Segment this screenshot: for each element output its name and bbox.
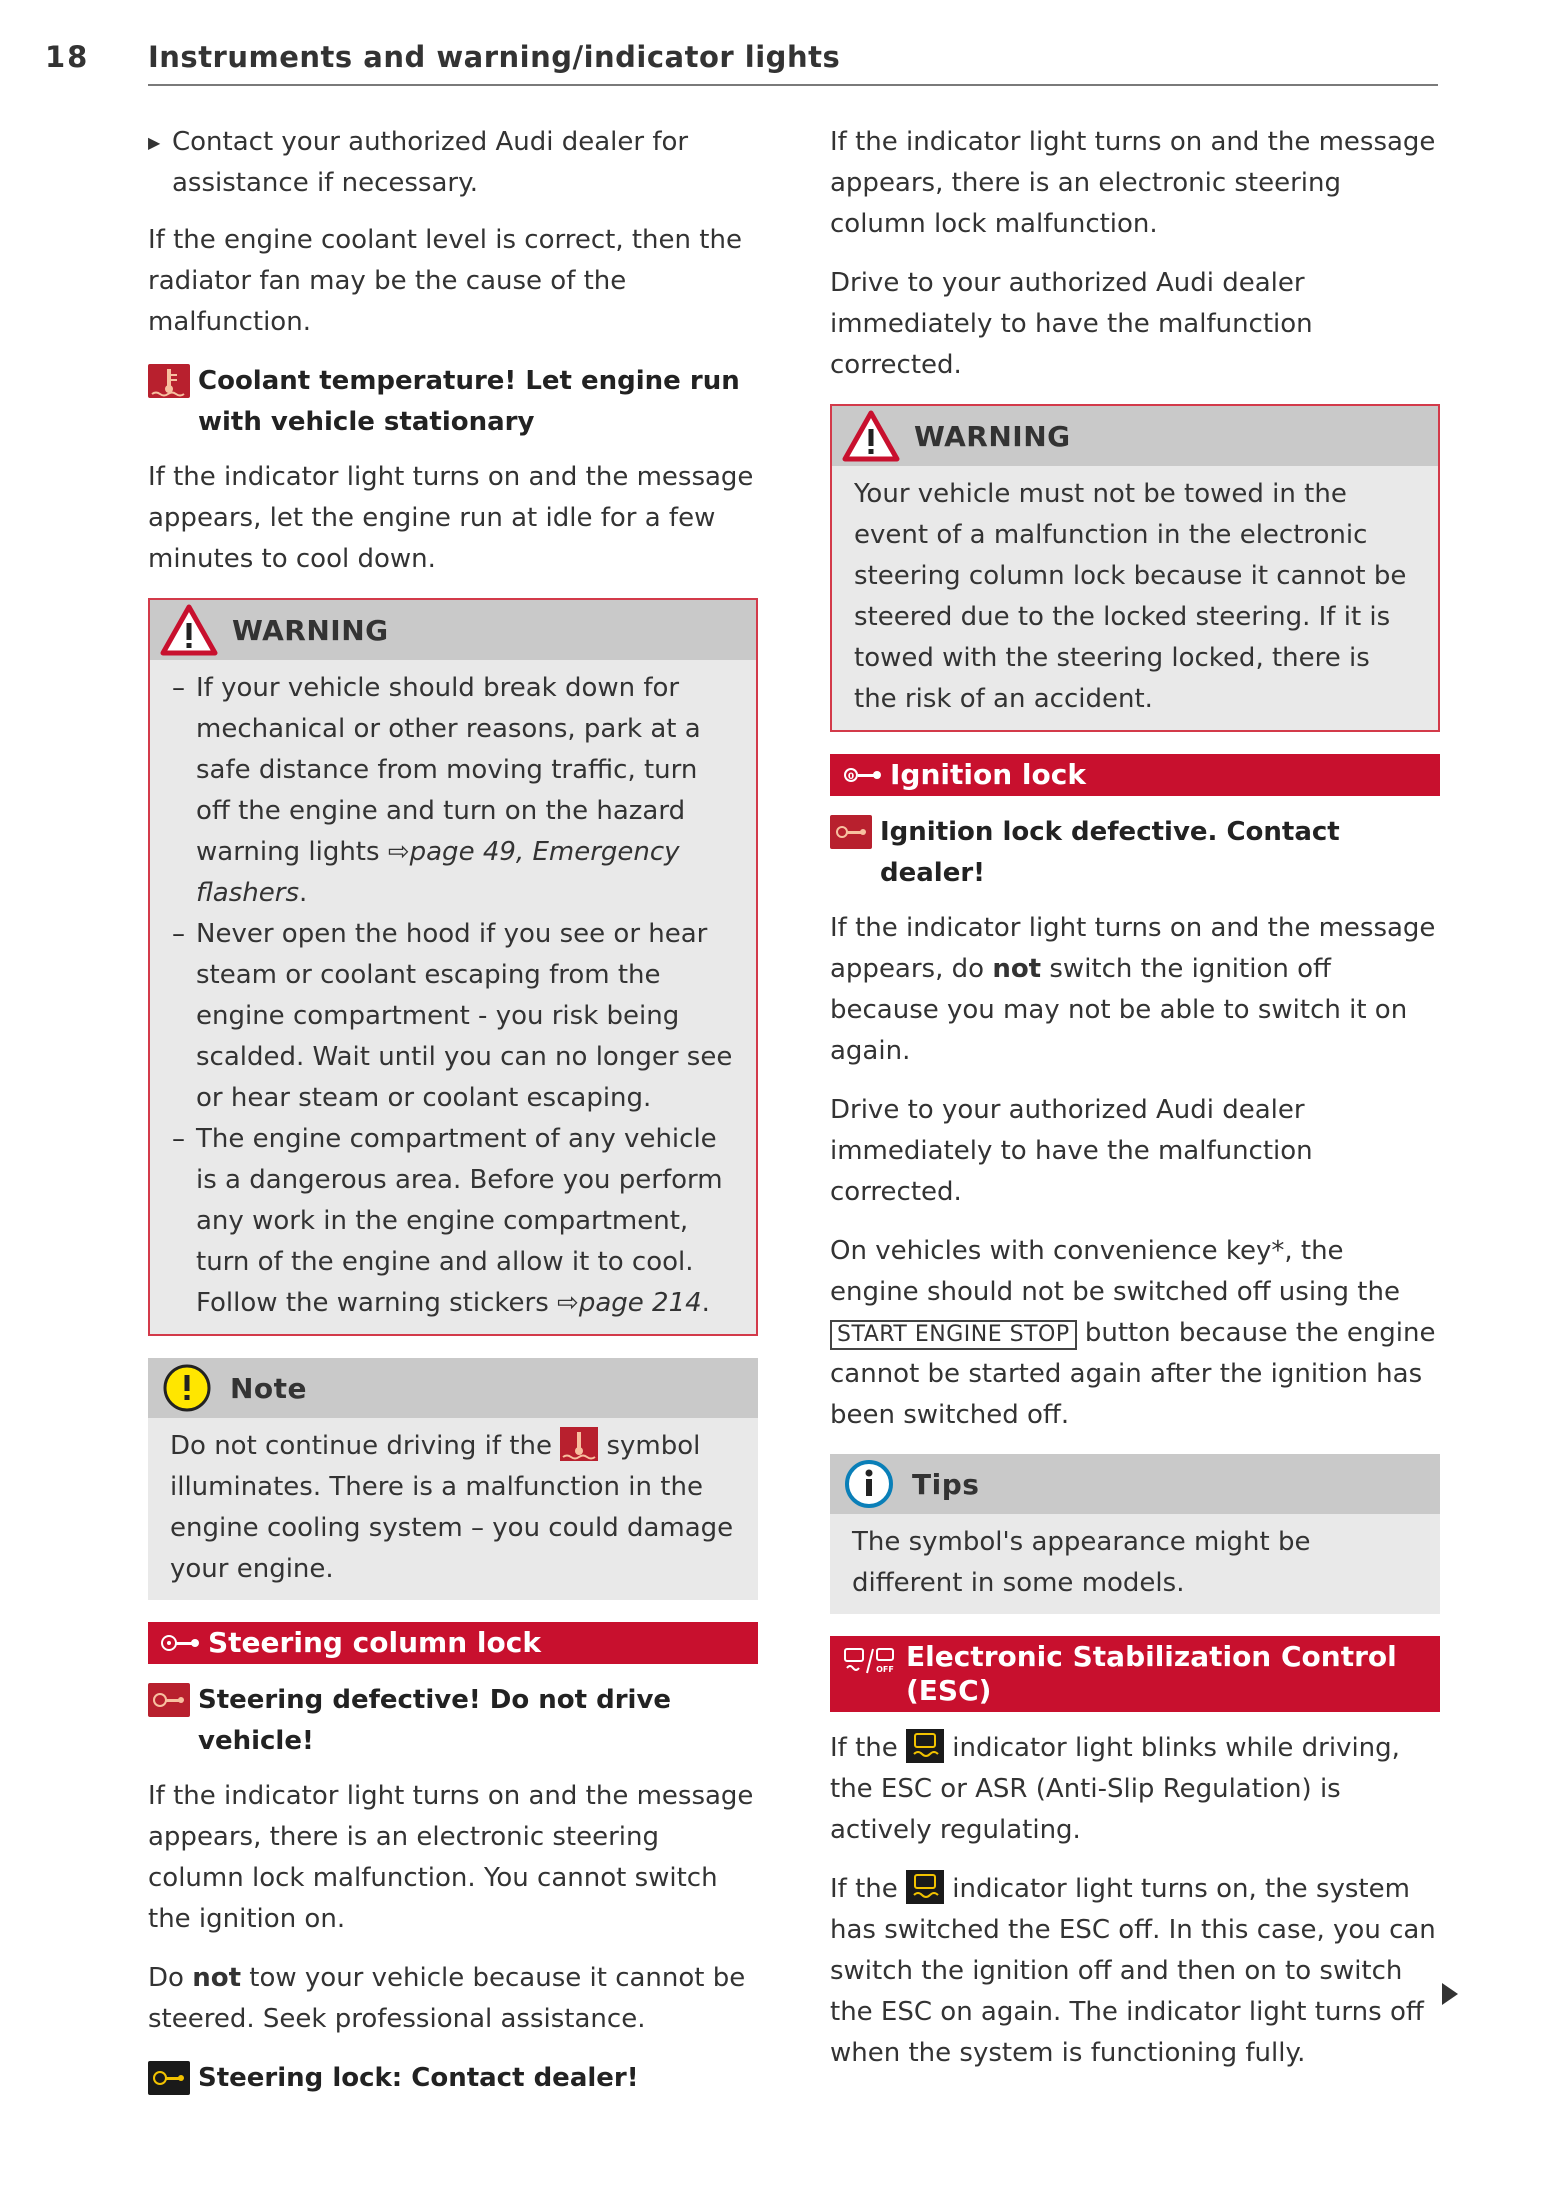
warning-title: WARNING [914,419,1071,453]
right-column [830,122,1440,2092]
ignition-message-paragraph [830,908,1440,1072]
tips-text: The symbol's appearance might be different in some models. [852,1527,1311,1598]
esc-text: If the [830,1874,898,1904]
warning-triangle-icon [160,603,218,657]
warning-triangle-icon [842,409,900,463]
punctuation: . [701,1288,710,1318]
tow-text: Do [148,1963,184,1993]
coolant-message-paragraph: If the indicator light turns on and the message appears, let the engine run at idle for a few minutes to cool down. [148,462,754,574]
esc-blink-paragraph [830,1728,1440,1851]
convenience-text: On vehicles with convenience key*, the engine should not be switched off using the [830,1236,1400,1307]
svg-text:0: 0 [847,772,855,782]
page-header [0,0,1557,90]
tips-body [830,1514,1440,1614]
ignition-bold: not [992,954,1042,984]
tow-paragraph [148,1958,758,2040]
note-header [148,1358,758,1418]
ignition-defective-text: Ignition lock defective. Contact dealer! [880,817,1340,888]
tow-text: tow your vehicle because it cannot be steered. Seek professional assistance. [148,1963,746,2034]
contact-dealer-bullet [148,122,758,204]
steering-lock-yellow-icon [148,2061,190,2095]
steering-banner-title: Steering column lock [208,1626,541,1659]
left-column [148,122,758,2113]
ignition-key-icon [842,764,882,786]
drive-to-dealer-paragraph: Drive to your authorized Audi dealer immediately to have the malfunction corrected. [830,268,1313,380]
warning-box-towing [830,404,1440,732]
warning-item-text: If your vehicle should break down for mechanical or other reasons, park at a safe distance from moving traffic, turn off the engine and turn on the hazard warning lights [196,673,701,867]
page-ref-arrow-icon: ⇨ [387,837,410,867]
steering-message-paragraph-2: If the indicator light turns on and the message appears, there is an electronic steering column lock malfunction. [830,127,1436,239]
warning-text: Your vehicle must not be towed in the event of a malfunction in the electronic steering column lock because it cannot be steered due to the locked steering. If it is towed with the steering locked, there is the risk of an accident. [854,479,1407,714]
esc-icon [842,1646,898,1676]
steering-lock-text: Steering lock: Contact dealer! [198,2063,639,2093]
warning-header [150,600,756,660]
page-reference-link[interactable]: page 49, Emergency flashers [196,837,680,908]
tips-title: Tips [912,1467,980,1501]
steering-defective-text: Steering defective! Do not drive vehicle! [198,1685,672,1756]
steering-message-paragraph: If the indicator light turns on and the message appears, there is an electronic steering column lock malfunction. You cannot switch the ignition on. [148,1781,754,1934]
coolant-temperature-icon [148,364,190,398]
tow-bold: not [192,1963,242,1993]
page-reference-link[interactable]: page 214 [578,1288,702,1318]
svg-text:OFF: OFF [876,1665,894,1674]
note-box [148,1358,758,1600]
esc-text: indicator light blinks while driving, the ESC or ASR (Anti-Slip Regulation) is actively regulating. [830,1733,1400,1845]
note-text: symbol illuminates. There is a malfunction in the engine cooling system – you could damage your engine. [170,1431,734,1584]
coolant-heading-text: Coolant temperature! Let engine run with vehicle stationary [198,366,740,437]
steering-defective-heading [148,1680,758,1762]
bullet-triangle-icon: ▶ [148,133,161,152]
steering-lock-heading [148,2058,758,2099]
warning-title: WARNING [232,613,389,647]
steering-column-lock-banner [148,1622,758,1664]
warning-item: – The engine compartment of any vehicle is a dangerous area. Before you perform any work in the engine compartment, turn of the engine and allow it to cool. Follow the warning stickers ⇨page 214. [172,1124,723,1318]
warning-item: – Never open the hood if you see or hear steam or coolant escaping from the engine compartment - you risk being scalded. Wait until you can no longer see or hear steam or coolant escaping. [172,914,734,1119]
esc-banner-title: Electronic Stabilization Control (ESC) [906,1640,1397,1707]
warning-header [832,406,1438,466]
esc-text: If the [830,1733,898,1763]
punctuation: . [298,878,308,908]
convenience-text: button because the engine cannot be started again after the ignition has been switched off. [830,1318,1436,1430]
warning-body [832,466,1438,730]
ignition-banner-title: Ignition lock [890,758,1086,791]
coolant-correct-paragraph: If the engine coolant level is correct, then the radiator fan may be the cause of the malfunction. [148,225,742,337]
steering-lock-indicator-icon [148,1683,190,1717]
continue-arrow-icon [1442,1983,1458,2005]
ignition-defective-heading [830,812,1440,894]
ignition-text: switch the ignition off because you may not be able to switch it on again. [830,954,1408,1066]
ignition-lock-banner [830,754,1440,796]
coolant-temperature-icon [560,1427,598,1461]
exclamation-circle-icon [158,1361,216,1415]
steering-lock-icon [160,1632,200,1654]
warning-item-text: The engine compartment of any vehicle is a dangerous area. Before you perform any work in the engine compartment, turn of the engine and allow it to cool. Follow the warning stickers [196,1124,723,1318]
info-circle-icon [840,1457,898,1511]
esc-banner [830,1636,1440,1712]
header-rule [148,84,1438,86]
esc-indicator-icon [906,1729,944,1763]
note-title: Note [230,1371,308,1405]
note-text: Do not continue driving if the [170,1431,552,1461]
tips-header [830,1454,1440,1514]
drive-to-dealer-paragraph-2: Drive to your authorized Audi dealer immediately to have the malfunction corrected. [830,1095,1313,1207]
warning-item: – If your vehicle should break down for mechanical or other reasons, park at a safe distance from moving traffic, turn off the engine and turn on the hazard warning lights ⇨page 49, Emergency flashers. [172,673,701,908]
warning-body [150,660,756,1334]
warning-item-text: Never open the hood if you see or hear steam or coolant escaping from the engine compartment - you risk being scalded. Wait until you can no longer see or hear steam or coolant escaping. [196,919,733,1113]
chapter-title: Instruments and warning/indicator lights [148,40,841,74]
coolant-heading [148,361,758,443]
tips-box [830,1454,1440,1614]
note-body [148,1418,758,1600]
esc-on-paragraph [830,1869,1440,2074]
contact-dealer-text: Contact your authorized Audi dealer for assistance if necessary. [172,127,689,198]
page-ref-arrow-icon: ⇨ [557,1288,579,1318]
convenience-key-paragraph [830,1231,1440,1436]
warning-box-coolant [148,598,758,1336]
ignition-text: If the indicator light turns on and the message appears, do [830,913,1436,984]
esc-indicator-icon [906,1870,944,1904]
start-engine-stop-button-label: START ENGINE STOP [830,1320,1077,1350]
esc-text: indicator light turns on, the system has switched the ESC off. In this case, you can switch the ignition off and then on to switch the ESC on again. The indicator light turns off when the system is functioning fully. [830,1874,1436,2068]
ignition-lock-indicator-icon [830,815,872,849]
page-number: 18 [45,40,90,74]
